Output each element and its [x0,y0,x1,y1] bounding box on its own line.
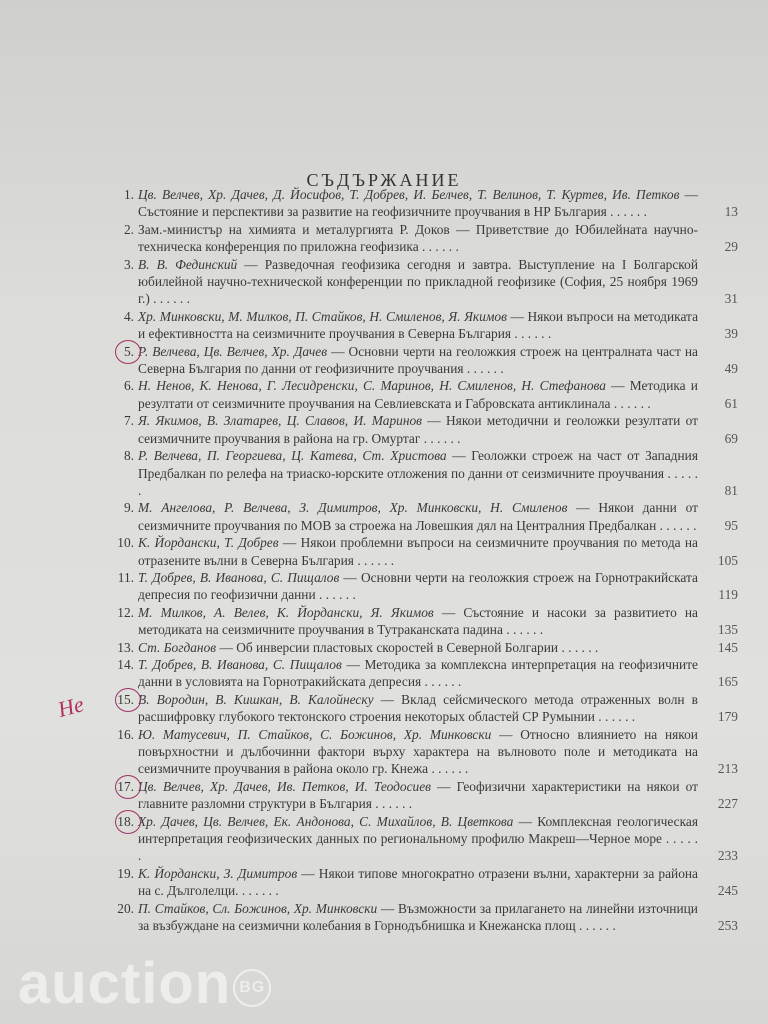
entry-number-text: 19. [117,865,134,881]
entry-text: В. В. Фединский — Разведочная геофизика сегодня и завтра. Выступление на I Болгарской юбилейной научно-технической конференции по прикладной геофизике (София, 25 ноября 1969 г.) . . . . . . [138,256,698,307]
entry-page-number: 105 [717,552,738,568]
entry-authors: К. Йордански, Т. Добрев [138,535,279,551]
entry-number-text: 1. [123,187,134,202]
entry-text: К. Йордански, З. Димитров — Някои типове многократно отразени вълни, характерни за района на с. Дълголелци. . . . . . . [138,865,698,899]
toc-entry [108,778,738,813]
entry-authors: Хр. Дачев, Цв. Велчев, Ек. Андонова, С. Михайлов, В. Цветкова [138,813,514,829]
entry-number [108,865,138,900]
entry-authors: Ст. Богданов [138,639,217,655]
entry-number-text: 20. [117,900,134,916]
entry-text: М. Милков, А. Велев, К. Йордански, Я. Якимов — Състояние и насоки за развитието на методиката на сеизмичните проучвания в Тутраканската падина . . . . . . [138,604,699,638]
entry-number [108,377,138,412]
entry-number [108,813,138,865]
entry-authors: Хр. Минковски, М. Милков, П. Стайков, Н. Смиленов, Я. Якимов [138,308,507,324]
entry-title: Възможности за прилагането на линейни източници за възбуждане на сеизмични колебания в Горнодъбнишка и Кнежанска площ [138,900,698,934]
toc-entry [108,656,738,691]
entry-text: Ю. Матусевич, П. Стайков, С. Божинов, Хр. Минковски — Относно влиянието на някои повърхностни и дълбочинни фактори върху характера на вълновото поле и методиката на сеизмичните проучвания в района около гр. Кнежа . . . . . . [138,726,698,777]
handwritten-circle-mark [115,810,141,834]
entry-number-text: 10. [117,535,134,551]
entry-text: Т. Добрев, В. Иванова, С. Пищалов — Основни черти на геоложкия строеж на Горнотракийската депресия по геофизични данни . . . . . . [138,569,698,603]
toc-entry [108,343,738,378]
entry-text: М. Ангелова, Р. Велчева, З. Димитров, Хр. Минковски, Н. Смиленов — Някои данни от сеизмичните проучвания по МОВ за строежа на Ловешкия дял на Централния Предбалкан . . . . . . [138,500,698,533]
entry-title: Вклад сейсмического метода отраженных волн в расшифровку глубокого тектонского строения некоторых областей СР Румынии [138,691,698,725]
entry-number [108,412,138,447]
handwritten-circle-mark [115,688,141,712]
entry-page-number: 119 [718,587,738,603]
toc-entry [108,377,738,412]
entry-text: Р. Велчева, П. Георгиева, Ц. Катева, Ст. Христова — Геоложки строеж на част от Западния Предбалкан по релефа на триаско-юрските отложения по данни от сеизмичните проучвания . . . . . . [138,448,699,498]
entry-page-number: 39 [724,326,738,342]
watermark-logo [18,950,271,1017]
entry-page-number: 69 [724,430,738,446]
entry-page-number: 29 [724,239,738,255]
entry-number [108,343,138,378]
entry-page-number: 165 [717,674,738,690]
handwritten-circle-mark [115,775,141,799]
entry-page-number: 13 [724,204,738,220]
entry-text: Р. Велчева, Цв. Велчев, Хр. Дачев — Основни черти на геоложкия строеж на централната част на Северна България по данни от геофизичните проучвания . . . . . . [138,343,698,377]
toc-entry [108,813,738,865]
entry-authors: Р. Велчева, Цв. Велчев, Хр. Дачев [138,343,328,359]
entry-authors: В. В. Фединский [138,256,238,272]
entry-title: Някои данни от сеизмичните проучвания по МОВ за строежа на Ловешкия дял на Централния Предбалкан [138,500,698,533]
entry-title: Някои методични и геоложки резултати от сеизмичните проучвания в района на гр. Омуртаг [138,413,698,446]
entry-title: Геоложки строеж на част от Западния Предбалкан по релефа на триаско-юрските отложения по данни от сеизмичните проучвания [138,448,698,481]
entry-page-number: 31 [724,291,738,307]
entry-text: Н. Ненов, К. Ненова, Г. Лесидренски, С. Маринов, Н. Смиленов, Н. Стефанова — Методика и резултати от сеизмичните проучвания на Севлиевската и Габровската антиклинала . . . . . . [138,378,698,411]
entry-title: Състояние и перспективи за развитие на геофизичните проучвания в НР България [138,204,607,220]
entry-number-text: 4. [123,308,134,324]
entry-title: Някои проблемни въпроси на сеизмичните проучвания по метода на отразените вълни в Северна България [138,535,698,568]
entry-number [108,656,138,691]
entry-number [108,534,138,569]
entry-authors: В. Вородин, В. Кишкан, В. Калойнеску [138,691,374,707]
toc-entry [108,865,738,900]
entry-title: Някои въпроси на методиката и ефективността на сеизмичните проучвания в Северна България [138,308,699,342]
entry-authors: Р. Велчева, П. Георгиева, Ц. Катева, Ст. Христова [138,448,447,464]
entry-title: Комплексная геологическая интерпретация геофизических данных по региональному профилю Макреш—Черное море [138,813,698,847]
entry-page-number: 233 [717,848,738,864]
entry-number [108,256,138,308]
toc-entry [108,900,738,935]
entry-authors: Я. Якимов, В. Златарев, Ц. Славов, И. Маринов [138,413,422,429]
entry-title: Методика за комплексна интерпретация на геофизичните данни в условията на Горнотракийската депресия [138,656,698,690]
entry-page-number: 49 [724,361,738,377]
entry-authors: Цв. Велчев, Хр. Дачев, Ив. Петков, И. Теодосиев [138,778,431,794]
entry-authors: М. Ангелова, Р. Велчева, З. Димитров, Хр. Минковски, Н. Смиленов [138,500,568,516]
entry-number-text: 2. [123,221,134,237]
watermark-badge: BG [233,969,271,1007]
handwritten-note: Не [55,691,87,722]
entry-page-number: 213 [717,761,738,777]
entry-number-text: 11. [117,569,134,585]
entry-text: Я. Якимов, В. Златарев, Ц. Славов, И. Маринов — Някои методични и геоложки резултати от сеизмичните проучвания в района на гр. Омуртаг . . . . . . [138,413,698,446]
entry-number-text: 14. [117,656,134,672]
toc-entry [108,412,738,447]
entry-text: Цв. Велчев, Хр. Дачев, Д. Йосифов, Т. Добрев, И. Белчев, Т. Велинов, Т. Куртев, Ив. Петков — Състояние и перспективи за развитие на геофизичните проучвания в НР България . . . . . . [138,187,698,220]
page-title: СЪДЪРЖАНИЕ [306,170,462,190]
entry-page-number: 227 [717,796,738,812]
toc-entry [108,604,738,639]
toc-entry [108,726,738,778]
entry-number [108,604,138,639]
entry-title: Геофизични характеристики на някои от главните разломни структури в България [138,778,699,812]
entry-text: Зам.-министър на химията и металургията Р. Доков — Приветствие до Юбилейната научно-техническа конференция по приложна геофизика . . . . . . [138,221,698,255]
entry-number [108,447,138,499]
entry-title: Зам.-министър на химията и металургията Р. Доков — Приветствие до Юбилейната научно-техническа конференция по приложна геофизика [138,221,698,255]
entry-page-number: 253 [717,918,738,934]
entry-number-text: 15. [117,691,134,707]
entry-authors: Т. Добрев, В. Иванова, С. Пищалов [138,569,340,585]
entry-title: Об инверсии пластовых скоростей в Северной Болгарии [236,639,559,655]
entry-number-text: 8. [123,448,134,464]
entry-authors: М. Милков, А. Велев, К. Йордански, Я. Якимов [138,604,434,620]
entry-title: Основни черти на геоложкия строеж на Горнотракийската депресия по геофизични данни [138,569,698,603]
entry-number [108,900,138,935]
entry-title: Разведочная геофизика сегодня и завтра. Выступление на I Болгарской юбилейной научно-технической конференции по прикладной геофизике (София, 25 ноября 1969 г.) [138,256,698,307]
entry-number-text: 17. [117,778,134,794]
toc-entry [108,256,738,308]
entry-number [108,308,138,343]
entry-title: Основни черти на геоложкия строеж на централната част на Северна България по данни от геофизичните проучвания [138,343,698,377]
entry-page-number: 135 [717,622,738,638]
entry-page-number: 179 [717,709,738,725]
entry-number-text: 16. [117,726,134,742]
entry-text: П. Стайков, Сл. Божинов, Хр. Минковски — Възможности за прилагането на линейни източници за възбуждане на сеизмични колебания в Горнодъбнишка и Кнежанска площ . . . . . . [138,900,698,934]
toc-entry [108,221,738,256]
entry-text: К. Йордански, Т. Добрев — Някои проблемни въпроси на сеизмичните проучвания по метода на отразените вълни в Северна България . . . . . . [138,535,698,568]
entry-number-text: 9. [123,500,134,516]
entry-number [108,639,138,656]
entry-text: В. Вородин, В. Кишкан, В. Калойнеску — Вклад сейсмического метода отраженных волн в расшифровку глубокого тектонского строения некоторых областей СР Румынии . . . . . . [138,691,698,725]
entry-number-text: 13. [117,639,134,655]
toc-entry [108,499,738,534]
entry-number-text: 7. [123,413,134,429]
toc-entry [108,569,738,604]
toc-entry [108,308,738,343]
entry-page-number: 61 [724,395,738,411]
entry-page-number: 81 [724,482,738,498]
entry-number-text: 12. [117,604,134,620]
entry-number-text: 3. [123,256,134,272]
entry-title: Относно влиянието на някои повърхностни и дълбочинни фактори върху характера на вълновото поле и методиката на сеизмичните проучвания в района около гр. Кнежа [138,726,698,777]
handwritten-circle-mark [115,340,141,364]
entry-title: Методика и резултати от сеизмичните проучвания на Севлиевската и Габровската антиклинала [138,378,698,411]
entry-text: Т. Добрев, В. Иванова, С. Пищалов — Методика за комплексна интерпретация на геофизичните данни в условията на Горнотракийската депресия . . . . . . [138,656,698,690]
entry-number [108,499,138,534]
entry-authors: Ю. Матусевич, П. Стайков, С. Божинов, Хр. Минковски [138,726,492,742]
entry-number [108,186,138,221]
entry-text: Хр. Дачев, Цв. Велчев, Ек. Андонова, С. Михайлов, В. Цветкова — Комплексная геологическая интерпретация геофизических данных по региональному профилю Макреш—Черное море . . . . . . [138,813,698,864]
entry-text: Цв. Велчев, Хр. Дачев, Ив. Петков, И. Теодосиев — Геофизични характеристики на някои от главните разломни структури в България . . . . . . [138,778,699,812]
watermark-text: auction [18,951,232,1016]
entry-number-text: 18. [117,813,134,829]
entry-authors: Т. Добрев, В. Иванова, С. Пищалов [138,656,342,672]
entry-number [108,569,138,604]
toc-entry [108,186,738,221]
entry-number [108,778,138,813]
toc-entry [108,639,738,656]
entry-title: Състояние и насоки за развитието на методиката на сеизмичните проучвания в Тутраканската падина [138,604,699,638]
toc-entry [108,534,738,569]
entry-number-text: 6. [123,378,134,394]
entry-number [108,726,138,778]
toc-entry [108,447,738,499]
entry-title: Някои типове многократно отразени вълни, характерни за района на с. Дълголелци. [138,865,698,899]
entry-page-number: 145 [717,639,738,655]
entry-text: Хр. Минковски, М. Милков, П. Стайков, Н. Смиленов, Я. Якимов — Някои въпроси на методиката и ефективността на сеизмичните проучвания в Северна България . . . . . . [138,308,699,342]
entry-number-text: 5. [123,343,134,359]
entry-authors: Цв. Велчев, Хр. Дачев, Д. Йосифов, Т. Добрев, И. Белчев, Т. Велинов, Т. Куртев, Ив. Петков [138,187,680,202]
entry-number [108,221,138,256]
entry-number [108,691,138,726]
entry-text: Ст. Богданов — Об инверсии пластовых скоростей в Северной Болгарии . . . . . . [138,639,599,655]
table-of-contents [108,186,738,934]
entry-authors: Н. Ненов, К. Ненова, Г. Лесидренски, С. Маринов, Н. Смиленов, Н. Стефанова [138,378,606,394]
entry-authors: К. Йордански, З. Димитров [138,865,298,881]
entry-page-number: 245 [717,883,738,899]
entry-authors: П. Стайков, Сл. Божинов, Хр. Минковски [138,900,378,916]
toc-entry [108,691,738,726]
entry-page-number: 95 [724,517,738,533]
